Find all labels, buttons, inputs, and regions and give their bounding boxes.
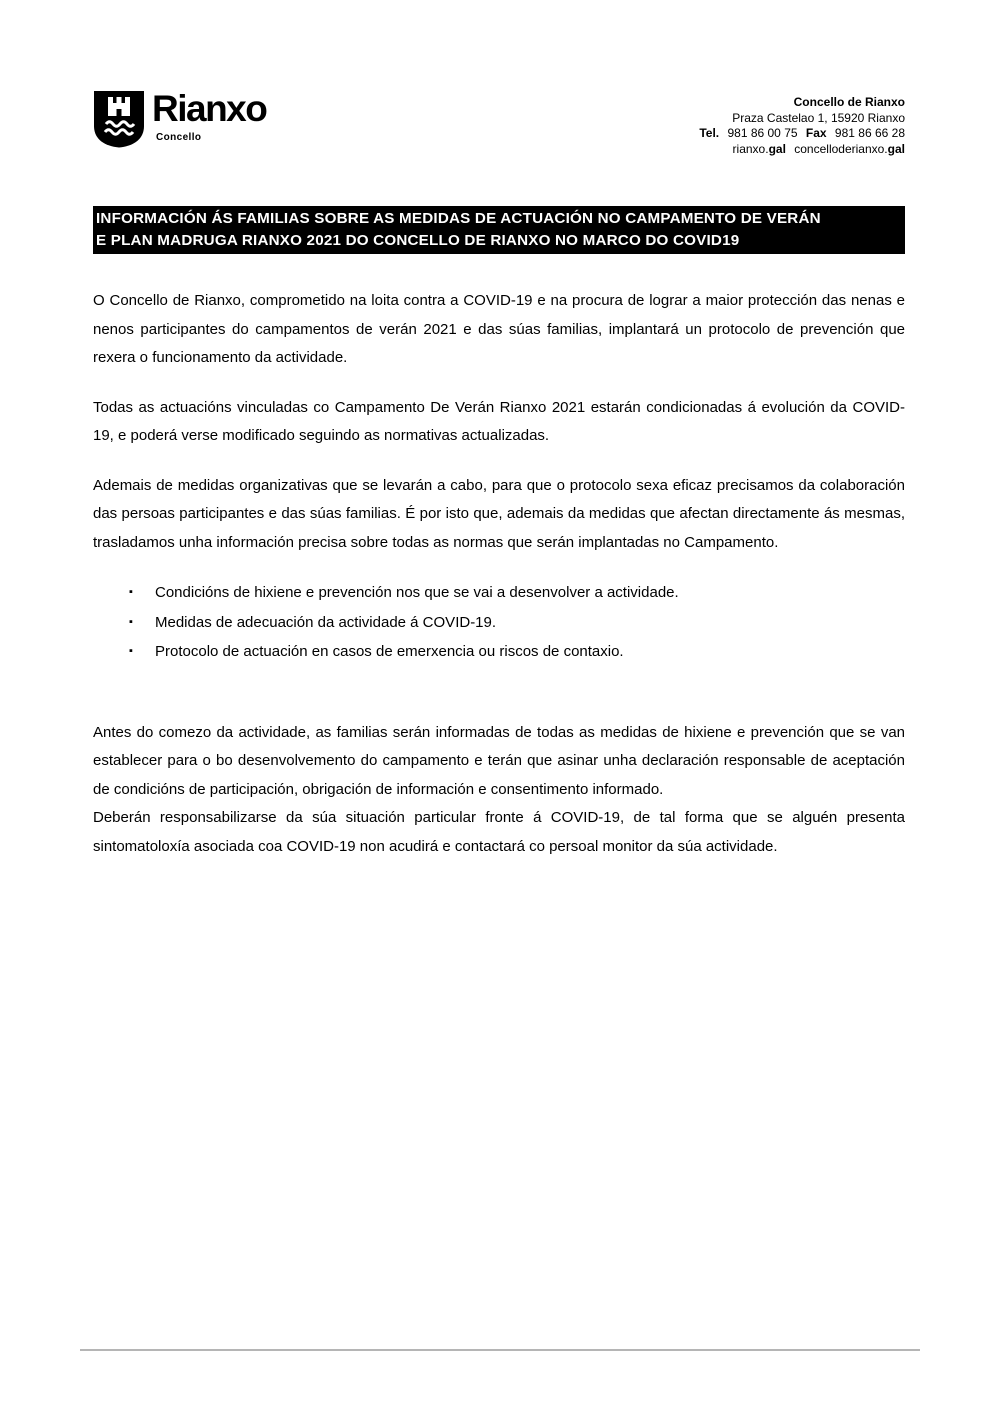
square-bullet-icon: ▪ <box>129 586 133 598</box>
title-line-2: E PLAN MADRUGA RIANXO 2021 DO CONCELLO DE RIANXO NO MARCO DO COVID19 <box>96 232 740 249</box>
title-banner <box>93 206 905 254</box>
website-rianxo-tld: gal <box>768 141 786 156</box>
intro-paragraph-1: O Concello de Rianxo, comprometido na loita contra a COVID-19 e na procura de lograr a maior protección das nenas e nenos participantes do campamentos de verán 2021 e das súas familias, implantará un protocolo de prevención que rexera o funcionamento da actividade. <box>93 292 905 366</box>
website-rianxo-base: rianxo. <box>732 141 769 156</box>
logo-text <box>152 90 266 143</box>
fax-value: 981 86 66 28 <box>834 126 905 140</box>
website-concelloderianxo <box>794 142 905 156</box>
intro-paragraph-2: Todas as actuacións vinculadas co Campamento De Verán Rianxo 2021 estarán condicionadas á evolución da COVID-19, e poderá verse modificado seguindo as normativas actualizadas. <box>93 398 905 444</box>
bullet-list <box>93 578 905 667</box>
contact-web-line <box>699 142 905 158</box>
contact-block <box>699 90 905 157</box>
square-bullet-icon: ▪ <box>129 645 133 657</box>
contact-org: Concello de Rianxo <box>793 95 905 109</box>
rianxo-logo <box>93 90 266 148</box>
bullet-item <box>93 608 905 638</box>
bullet-text: Protocolo de actuación en casos de emerxencia ou riscos de contaxio. <box>155 643 624 660</box>
website-concelloderianxo-base: concelloderianxo. <box>794 141 888 156</box>
closing-paragraph-1: Antes do comezo da actividade, as familias serán informadas de todas as medidas de hixiene e prevención que se van establecer para o bo desenvolvemento do campamento e terán que asinar unha declaración responsable de aceptación de condicións de participación, obrigación de información e consentimento informado. <box>93 723 905 798</box>
contact-phone-line <box>699 126 905 142</box>
title-line-1: INFORMACIÓN ÁS FAMILIAS SOBRE AS MEDIDAS DE ACTUACIÓN NO CAMPAMENTO DE VERÁN <box>96 210 821 227</box>
tel-label: Tel. <box>699 126 720 140</box>
bullet-text: Condicións de hixiene e prevención nos que se vai a desenvolver a actividade. <box>155 584 679 601</box>
logo-subtitle: Concello <box>156 131 202 143</box>
intro-paragraph-3: Ademais de medidas organizativas que se levarán a cabo, para que o protocolo sexa eficaz precisamos da colaboración das persoas participantes e das súas familias. É por isto que, ademais da medidas que afectan directamente ás mesmas, trasladamos unha información precisa sobre todas as normas que serán implantadas no Campamento. <box>93 476 905 551</box>
website-rianxo <box>733 142 786 156</box>
contact-address: Praza Castelao 1, 15920 Rianxo <box>732 110 905 125</box>
bullet-item <box>93 637 905 667</box>
tel-value: 981 86 00 75 <box>727 126 798 140</box>
website-concelloderianxo-tld: gal <box>887 141 905 156</box>
fax-label: Fax <box>805 126 827 140</box>
rianxo-shield-icon <box>93 90 145 148</box>
header <box>93 90 905 157</box>
closing-paragraph-2: Deberán responsabilizarse da súa situación particular fronte á COVID-19, de tal forma que se alguén presenta sintomatoloxía asociada coa COVID-19 non acudirá e contactará co persoal monitor da súa actividade. <box>93 809 905 855</box>
logo-brand: Rianxo <box>152 88 267 129</box>
bullet-text: Medidas de adecuación da actividade á COVID-19. <box>155 613 497 631</box>
bullet-item <box>93 578 905 608</box>
square-bullet-icon: ▪ <box>129 615 133 628</box>
footer-divider <box>80 1349 920 1351</box>
